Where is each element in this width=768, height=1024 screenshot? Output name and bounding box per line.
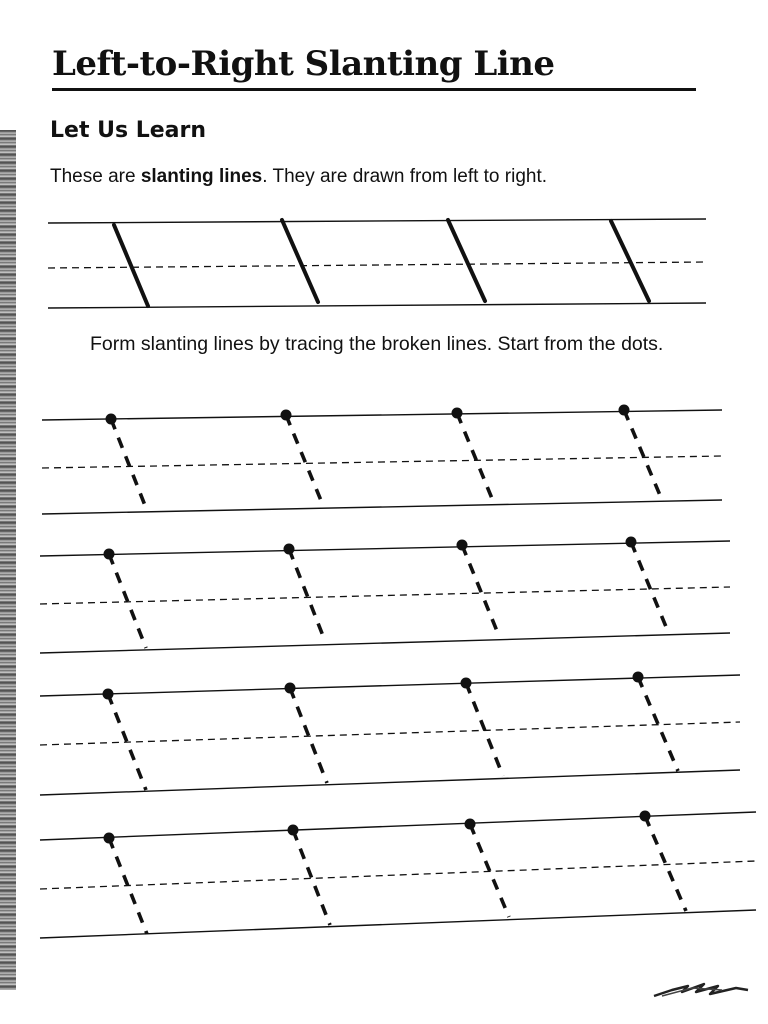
start-dot (281, 410, 292, 421)
start-dot (465, 819, 476, 830)
example-row (48, 219, 706, 308)
middle-dashed-guide-line (40, 861, 756, 889)
trace-dashed-slanting-line (286, 415, 322, 503)
start-dot (640, 811, 651, 822)
practice-row-3 (40, 672, 740, 796)
practice-row-1 (42, 405, 722, 515)
trace-dashed-slanting-line (293, 830, 330, 925)
trace-dashed-slanting-line (631, 542, 669, 634)
start-dot (457, 540, 468, 551)
trace-dashed-slanting-line (111, 419, 146, 508)
start-dot (461, 678, 472, 689)
start-dot (106, 414, 117, 425)
intro-bold-term: slanting lines (140, 166, 263, 187)
bottom-guide-line (40, 770, 740, 795)
example-slanting-line (448, 220, 485, 301)
middle-dashed-guide-line (40, 722, 740, 745)
intro-text-before: These are (50, 166, 141, 187)
section-heading: Let Us Learn (50, 118, 207, 143)
trace-dashed-slanting-line (638, 677, 678, 771)
page-title: Left-to-Right Slanting Line (52, 44, 555, 84)
trace-dashed-slanting-line (289, 549, 325, 641)
trace-dashed-slanting-line (470, 824, 509, 917)
start-dot (284, 544, 295, 555)
example-slanting-line (114, 225, 148, 306)
middle-dashed-guide-line (42, 456, 722, 468)
start-dot (633, 672, 644, 683)
example-slanting-line (282, 220, 318, 302)
start-dot (285, 683, 296, 694)
practice-row-4 (40, 811, 756, 939)
bottom-guide-line (40, 633, 730, 653)
trace-dashed-slanting-line (624, 410, 662, 500)
top-guide-line (48, 219, 706, 223)
intro-text-after: . They are drawn from left to right. (262, 166, 548, 187)
middle-dashed-guide-line (48, 262, 706, 268)
trace-dashed-slanting-line (457, 413, 493, 501)
start-dot (104, 833, 115, 844)
corner-scribble-mark (652, 972, 752, 1002)
start-dot (288, 825, 299, 836)
practice-row-2 (40, 537, 730, 654)
practice-area (40, 405, 756, 939)
start-dot (104, 549, 115, 560)
start-dot (626, 537, 637, 548)
trace-dashed-slanting-line (462, 545, 499, 636)
start-dot (619, 405, 630, 416)
tracing-instruction: Form slanting lines by tracing the broken lines. Start from the dots. (90, 333, 664, 355)
start-dot (103, 689, 114, 700)
start-dot (452, 408, 463, 419)
middle-dashed-guide-line (40, 587, 730, 604)
example-slanting-line (611, 221, 649, 301)
